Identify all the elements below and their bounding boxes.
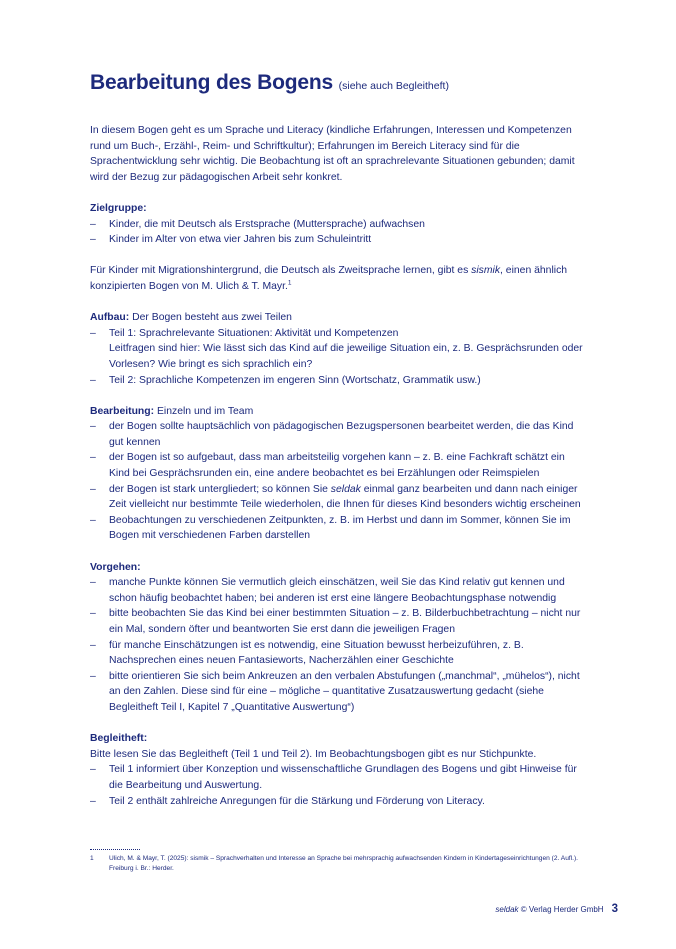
vorgehen-label: Vorgehen: xyxy=(90,561,141,573)
title-note: (siehe auch Begleitheft) xyxy=(338,80,449,92)
page-number: 3 xyxy=(611,903,618,915)
item-subtext: Leitfragen sind hier: Wie lässt sich das Kind auf die jeweilige Situation ein, z. B. Gesprächsrunden oder Vorlesen? Wie bringt es sich sprachlich ein? xyxy=(109,343,583,370)
list-item: – für manche Einschätzungen ist es notwendig, eine Situation bewusst herbeizuführen, z. B. Nachsprechen eines neuen Fantasieworts, Nacherzählen einer Geschichte xyxy=(90,638,586,669)
note-text: , einen ähnlich konzipierten Bogen von M. Ulich & T. Mayr. xyxy=(90,265,568,292)
list-item: – Kinder im Alter von etwa vier Jahren bis zum Schuleintritt xyxy=(90,232,586,248)
footnote-divider xyxy=(90,849,140,850)
bearbeitung-text: Einzeln und im Team xyxy=(154,405,254,417)
list-item: – bitte orientieren Sie sich beim Ankreuzen an den verbalen Abstufungen („manchmal“, „mühelos“), nicht an den Zahlen. Diese sind für eine – mögliche – quantitative Zusatzauswertung gedacht (siehe Begleitheft Teil I, Kapitel 7 „Quantitative Auswertung“) xyxy=(90,669,586,716)
item-text: Teil 1: Sprachrelevante Situationen: Aktivität und Kompetenzen xyxy=(109,327,399,339)
aufbau-heading xyxy=(90,310,586,326)
note-text: Für Kinder mit Migrationshintergrund, die Deutsch als Zweitsprache lernen, gibt es xyxy=(90,265,472,277)
footer-publisher: © Verlag Herder GmbH xyxy=(518,905,604,914)
bearbeitung-heading xyxy=(90,404,586,420)
vorgehen-list xyxy=(90,575,586,715)
aufbau-label: Aufbau: xyxy=(90,312,130,324)
aufbau-list xyxy=(90,326,586,388)
document-page xyxy=(90,70,586,809)
list-item: – Teil 1 informiert über Konzeption und wissenschaftliche Grundlagen des Bogens und gibt Hinweise für die Bearbeitung und Auswertung. xyxy=(90,762,586,793)
footer-brand: seldak xyxy=(495,905,519,914)
footnote-number: 1 xyxy=(90,855,94,862)
page-footer xyxy=(495,903,618,915)
list-item: – Kinder, die mit Deutsch als Erstsprache (Muttersprache) aufwachsen xyxy=(90,217,586,233)
begleitheft-label: Begleitheft: xyxy=(90,733,148,745)
migration-note xyxy=(90,263,586,294)
list-item: – Teil 2 enthält zahlreiche Anregungen für die Stärkung und Förderung von Literacy. xyxy=(90,794,586,810)
item-text: der Bogen ist stark untergliedert; so können Sie xyxy=(109,483,331,495)
list-item xyxy=(90,482,586,513)
intro-paragraph: In diesem Bogen geht es um Sprache und Literacy (kindliche Erfahrungen, Interessen und Kompetenzen rund um Buch-, Erzähl-, Reim- und Schriftkultur); Erfahrungen im Bereich Literacy sind für die Sprachentwicklung sehr wichtig. Die Beobachtung ist oft an sprachrelevante Situationen gebunden; damit wird der Bezug zur pädagogischen Arbeit sehr konkret. xyxy=(90,125,575,183)
bearbeitung-label: Bearbeitung: xyxy=(90,405,155,417)
title-text: Bearbeitung des Bogens xyxy=(90,71,333,94)
footnote-text: Ulich, M. & Mayr, T. (2025): sismik – Sprachverhalten und Interesse an Sprache bei mehrsprachig aufwachsenden Kindern in Kindertageseinrichtungen (2. Aufl.). Freiburg i. Br.: Herder. xyxy=(109,855,579,872)
list-item: – bitte beobachten Sie das Kind bei einer bestimmten Situation – z. B. Bilderbuchbetrachtung – nicht nur ein Mal, sondern öfter und beantworten Sie erst dann die jeweiligen Fragen xyxy=(90,606,586,637)
item-text: einmal ganz bearbeiten und dann nach einiger Zeit vielleicht nur bestimmte Teile wiederholen, die Ihnen für dieses Kind besonders wichtig erscheinen xyxy=(109,483,581,511)
footnote xyxy=(90,854,590,874)
aufbau-text: Der Bogen besteht aus zwei Teilen xyxy=(129,312,292,324)
footnote-ref: 1 xyxy=(287,279,292,287)
item-emphasis: seldak xyxy=(330,483,361,495)
bearbeitung-list xyxy=(90,419,586,544)
list-item: – der Bogen ist so aufgebaut, dass man arbeitsteilig vorgehen kann – z. B. eine Fachkraft schätzt ein Kind bei Gesprächsrunden ein, eine andere beobachtet es bei Erzählungen oder Reimspielen xyxy=(90,450,586,481)
page-title xyxy=(90,70,586,99)
list-item: – Teil 2: Sprachliche Kompetenzen im engeren Sinn (Wortschatz, Grammatik usw.) xyxy=(90,373,586,389)
list-item: – der Bogen sollte hauptsächlich von pädagogischen Bezugspersonen bearbeitet werden, die das Kind gut kennen xyxy=(90,419,586,450)
zielgruppe-label: Zielgruppe: xyxy=(90,202,147,214)
note-emphasis: sismik xyxy=(471,265,501,277)
list-item: – manche Punkte können Sie vermutlich gleich einschätzen, weil Sie das Kind relativ gut kennen und schon häufig beobachtet haben; bei anderen ist erst eine längere Beobachtungsphase notwendig xyxy=(90,575,586,606)
zielgruppe-list xyxy=(90,217,586,248)
footer-credit xyxy=(495,905,603,914)
list-item xyxy=(90,326,586,373)
begleitheft-text: Bitte lesen Sie das Begleitheft (Teil 1 und Teil 2). Im Beobachtungsbogen gibt es nur Stichpunkte. xyxy=(90,748,537,760)
list-item: – Beobachtungen zu verschiedenen Zeitpunkten, z. B. im Herbst und dann im Sommer, können Sie im Bogen mit verschiedenen Farben darstellen xyxy=(90,513,586,544)
begleitheft-list xyxy=(90,762,586,809)
